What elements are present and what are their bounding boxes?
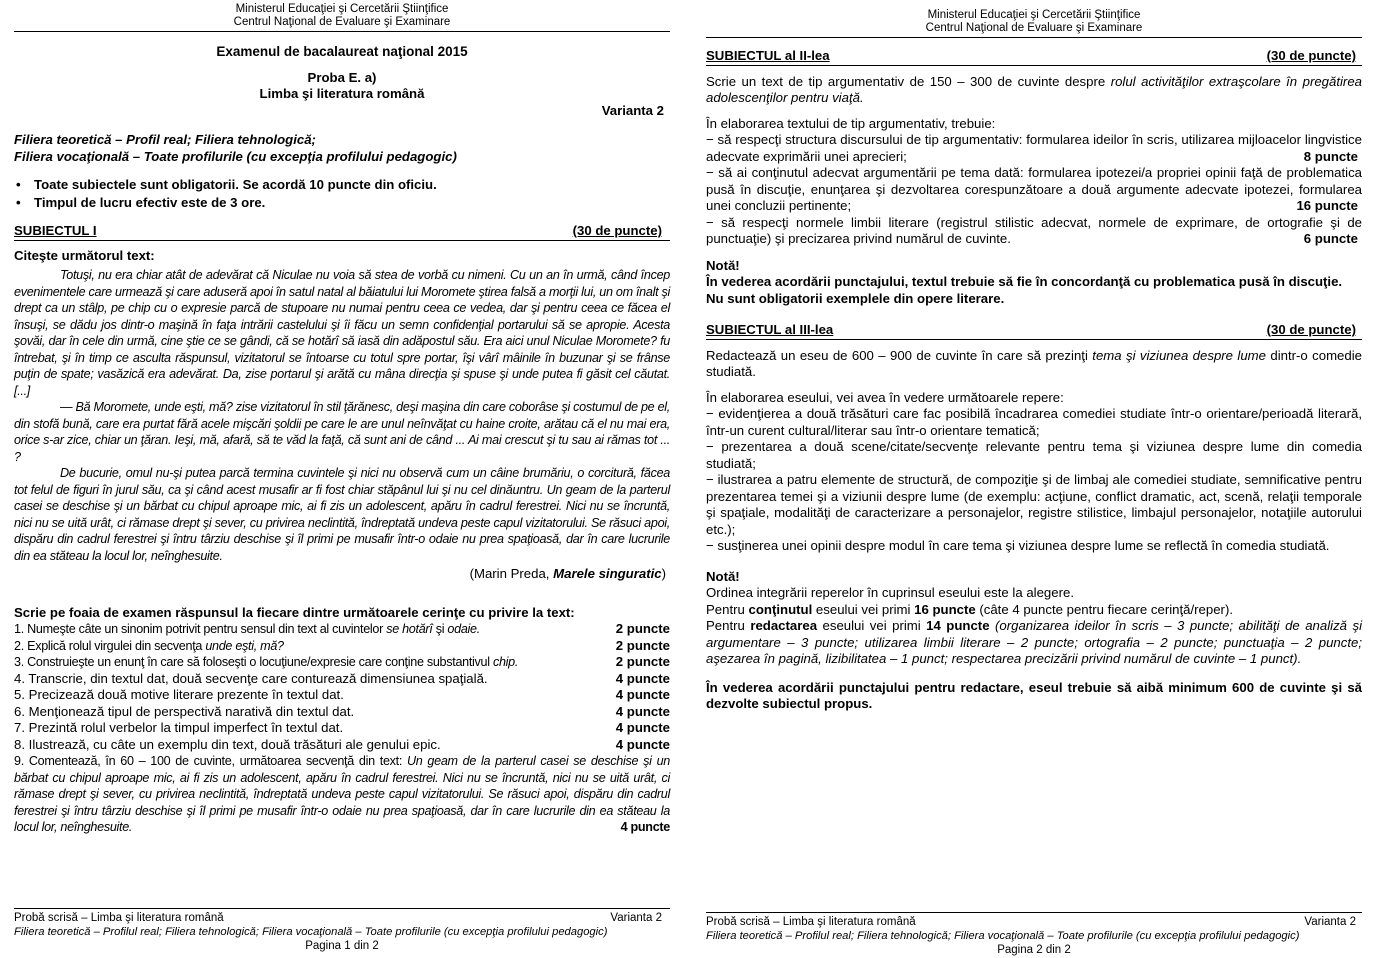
requirement-text [14,687,604,704]
requirement-9-quote: Un geam de la parterul casei se deschise şi un bărbat cu chipul aproape mic, ai fi zis un adolescent, apăru în cadrul ferestrei. Nici nu se încruntă, nici nu se uită urât, ci rămase drept şi sever, cu privirea neclintită, îndreptată undeva peste capul vizitatorului. Se răsuci apoi, dispăru din cadrul ferestrei şi întru târziu deschise şi îl primi pe musafir într-o odaie nu prea spaţioasă, dar în care lucrurile din ea stăteau la locul lor, neînghesuite. [14,754,670,834]
center-name: Centrul Naţional de Evaluare şi Examinare [233,16,451,28]
text: 14 puncte [926,618,990,633]
requirement-9-points: 4 puncte [620,820,670,834]
read-instruction: Citeşte următorul text: [14,247,155,263]
attribution-title: Marele singuratic [553,566,662,581]
requirement-text [14,654,604,671]
requirement-text-part: se hotărî [386,622,433,636]
requirements-list [14,621,670,753]
requirement-item [14,621,670,638]
requirement-text-part: 3. Construieşte un enunţ în care să foloseşti o locuţiune/expresie care conţine substantivul [14,655,493,669]
footer-filiera: Filiera teoretică – Profilul real; Filiera tehnologică; Filiera vocaţională – Toate profilurile (cu excepţia profilului pedagogic) [706,930,1300,942]
footer-exam-name: Probă scrisă – Limba şi literatura română [706,916,916,928]
requirement-text-part: chip. [492,655,519,669]
requirement-item [14,671,670,688]
requirement-text [14,671,604,688]
footer-variant: Varianta 2 [1304,916,1356,928]
criterion-points: 6 puncte [1303,231,1358,246]
criterion-item: − evidenţierea a două trăsături care fac posibilă încadrarea comediei studiate într-o orientare/perioadă literară, într-un curent cultural/literar sau într-o orientare tematică; [706,406,1362,438]
requirement-text-part: 6. Menţionează tipul de perspectivă narativă din textul dat. [14,703,355,719]
footer-row [706,915,1362,929]
requirement-text-part: 8. Ilustrează, cu câte un exemplu din text, două trăsături ale genului epic. [14,736,441,752]
subiect-3-heading [706,322,1362,340]
subiect-2-note-1: În vederea acordării punctajului, textul trebuie să fie în concordanţă cu problematica pusă în discuţie. [706,274,1343,289]
subiect-2-points: (30 de puncte) [1266,48,1356,63]
subiect-1-points: (30 de puncte) [572,223,662,238]
requirement-text-part: 5. Precizează două motive literare prezente în textul dat. [14,687,344,702]
footer-filiera: Filiera teoretică – Profilul real; Filiera tehnologică; Filiera vocaţională – Toate profilurile (cu excepţia profilului pedagogic) [14,926,608,938]
criterion-item: − ilustrarea a patru elemente de structură, de compoziţie şi de limbaj ale comediei studiate, semnificative pentru prezentarea temei şi a viziunii despre lume (de exemplu: acţiune, conflict dramatic, act, scenă, relaţii temporale şi spaţiale, modalităţi de caracterizare a personajelor, registre stilistice, limbajul personajelor, notaţiile autorului etc.); [706,472,1362,537]
requirement-9-prompt: 9. Comentează, în 60 – 100 de cuvinte, următoarea secvenţă din text: [14,754,407,768]
criterion-points: 16 puncte [1296,198,1358,213]
text: redactarea [750,618,818,633]
exam-page-2 [706,0,1362,958]
footer-page-number: Pagina 1 din 2 [305,940,379,952]
footer-variant: Varianta 2 [610,912,662,924]
requirement-item [14,720,670,737]
page-1-footer [14,908,670,953]
ministry-name: Ministerul Educaţiei şi Cercetării Ştiinţifice [235,3,449,15]
criterion-points: 8 puncte [1303,148,1358,164]
requirement-text [14,704,604,721]
requirement-points: 4 puncte [615,703,670,719]
header-divider [706,37,1362,38]
criterion-text: − să ai conţinutul adecvat argumentării pe tema dată: formularea ipotezei/a propriei opinii faţă de problematica pusă în discuţie, enunţarea şi dezvoltarea corespunzătoare a două argumente adecvate ipotezei, formularea unei concluzii pertinente; [706,165,1362,213]
requirement-text-part: 2. Explică rolul virgulei din secvenţa [14,638,206,653]
footer-page-number: Pagina 2 din 2 [997,944,1071,956]
requirement-9 [14,753,670,836]
subiect-3-prompt-text: Redactează un eseu de 600 – 900 de cuvinte în care să prezinţi [706,347,1093,363]
subiect-3-elaboration: În elaborarea eseului, vei avea în vedere următoarele repere: [706,389,1064,405]
subject-label: Limba şi literatura română [259,86,425,101]
subiect-3-final-note: În vederea acordării punctajului pentru redactare, eseul trebuie să aibă minimum 600 de cuvinte şi să dezvolte subiectul propus. [706,679,1362,711]
requirement-text-part: şi [432,622,448,636]
center-name: Centrul Naţional de Evaluare şi Examinare [925,22,1143,34]
requirement-points: 2 puncte [615,637,670,653]
passage-paragraph: Totuşi, nu era chiar atât de adevărat că Niculae nu voia să stea de vorbă cu nimeni. Cu un an în urmă, când încep evenimentele care urmează şi care aduseră apoi în satul natal al băiatului lui Moromete ştirea falsă a morţii lui, un om înalt şi drept ca un stâlp, pe chip cu o expresie parcă de stupoare nu numai pentru ceea ce vedea, dar şi pentru ceea ce făcea el însuşi, se dădu jos dintr-o maşină în faţa intrării castelului şi îi făcu un semn confidenţial portarului să se apropie. Acesta şovăi, dar în cele din urmă, cine ştie ce se gândi, că se hotărî să iasă din adăpostul său. Era aici unul Niculae Moromete? fu întrebat, şi în timp ce asculta răspunsul, vizitatorul se întoarse cu totul spre portar, îşi vârî mâinile în buzunar şi se frânse puţin de spate; vasăzică era adevărat. Da, zise portarul şi arătă cu mâna direcţia şi spuse şi unde putea fi găsit cel căutat. [...] [14,268,670,398]
exam-title: Examenul de bacalaureat naţional 2015 [216,44,468,59]
subiect-3-prompt-end: dintr-o comedie studiată. [706,347,1362,379]
proba-label: Proba E. a) [307,69,377,85]
exam-page-1 [14,0,670,958]
ministry-header [706,9,1362,35]
requirement-points: 4 puncte [615,736,670,752]
requirement-points: 2 puncte [615,621,670,636]
variant-label: Varianta 2 [601,102,664,118]
subiect-2-title: SUBIECTUL al II-lea [706,48,830,63]
subiect-1-heading [14,223,670,241]
subiect-3-note-title: Notă! [706,568,740,584]
criterion-item [706,215,1362,248]
text: Pentru [706,618,751,633]
instruction-item: • Timpul de lucru efectiv este de 3 ore. [14,194,670,212]
passage-attribution [14,566,670,583]
subiect-2-criteria [706,132,1362,248]
requirement-points: 4 puncte [615,687,670,702]
subiect-3-points: (30 de puncte) [1266,322,1356,337]
requirement-text [14,720,604,737]
text: (organizarea ideilor în scris – 3 puncte; abilităţi de analiză şi argumentare – 3 puncte; utilizarea limbii literare – 2 puncte; ortografia – 2 puncte; punctuaţia – 2 puncte; aşezarea în pagină, lizibilitatea – 1 punct; respectarea precizării privind numărul de cuvinte – 1 punct). [706,618,1362,666]
requirement-text [14,737,604,754]
subiect-3-criteria [706,406,1362,555]
text: Pentru [706,601,749,617]
criterion-item: − susţinerea unei opinii despre modul în care tema şi viziunea despre lume se reflectă în comedia studiată. [706,538,1330,553]
requirement-item [14,687,670,704]
subiect-2-note-title: Notă! [706,257,740,273]
general-instructions [14,176,670,212]
requirement-text [14,621,604,638]
subiect-3-topic: tema şi viziunea despre lume [1092,347,1266,363]
footer-row [14,911,670,925]
requirement-points: 4 puncte [615,670,670,686]
text: eseului vei primi [812,601,915,617]
subiect-2-elaboration: În elaborarea textului de tip argumentativ, trebuie: [706,115,996,131]
header-divider [14,31,670,32]
requirement-text [14,638,604,655]
attribution-close: ) [661,566,666,581]
requirement-item [14,654,670,671]
ministry-name: Ministerul Educaţiei şi Cercetării Ştiinţifice [927,9,1141,21]
requirement-text-part: odaie. [447,622,480,636]
ministry-header [14,3,670,29]
requirement-text-part: 7. Prezintă rolul verbelor la timpul imperfect în textul dat. [14,720,344,735]
text: 16 puncte [914,601,976,617]
subiect-3-prompt [706,348,1362,381]
subiect-3-redaction-score [706,618,1362,668]
requirement-text-part: 1. Numeşte câte un sinonim potrivit pentru sensul din text al cuvintelor [14,622,387,636]
passage-paragraph: — Bă Moromete, unde eşti, mă? zise vizitatorul în stil ţărănesc, deşi maşina din care coborâse şi costumul de pe el, din stofă bună, care era purtat fără acele mişcări şoldii pe care le are unul neînvăţat cu haine croite, arătau că el nu mai era, orice s-ar zice, chiar un ţăran. Ieşi, mă, afară, să te văd la faţă, că sunt ani de când ... Ai mai crescut şi tu sau ai rămas tot ... ? [14,400,670,464]
attribution-author: (Marin Preda, [469,566,554,581]
filiera-line-1: Filiera teoretică – Profil real; Filiera tehnologică; [14,132,316,147]
criterion-text: − să respecţi normele limbii literare (registrul stilistic adecvat, normele de exprimare, de ortografie şi de punctuaţie) şi precizarea privind numărul de cuvinte. [706,214,1362,246]
subiect-2-note-2: Nu sunt obligatorii exemplele din opere literare. [706,290,1005,306]
criterion-item: − prezentarea a două scene/citate/secvenţe relevante pentru tema şi viziunea despre lume din comedia studiată; [706,439,1362,471]
criterion-item [706,165,1362,215]
passage-paragraph: De bucurie, omul nu-şi putea parcă termina cuvintele şi nici nu observă cum un câine brumăriu, o corcitură, făcea tot felul de figuri în jurul său, ca şi când acest musafir ar fi fost chiar stăpânul lui şi nu cel dinăuntru. Un geam de la parterul casei se deschise şi un bărbat cu chipul aproape mic, ai fi zis un adolescent, apăru în cadrul ferestrei. Nici nu se încruntă, nici nu se uită urât, ci rămase drept şi sever, cu privirea neclintită, îndreptată undeva peste capul vizitatorului. Se răsuci apoi, dispăru din cadrul ferestrei şi întru târziu deschise şi îl primi pe musafir într-o odaie nu prea spaţioasă, dar în care lucrurile din ea stăteau la locul lor, neînghesuite. [14,466,670,563]
requirement-text-part: 4. Transcrie, din textul dat, două secvenţe care conturează dimensiunea spaţială. [14,670,488,686]
criterion-text: − să respecţi structura discursului de tip argumentativ: formularea ideilor în scris, utilizarea mijloacelor lingvistice adecvate exprimării unei aprecieri; [706,132,1362,164]
requirement-item [14,737,670,754]
instruction-item: • Toate subiectele sunt obligatorii. Se acordă 10 puncte din oficiu. [14,176,670,194]
requirement-points: 4 puncte [615,720,670,735]
subiect-2-heading [706,48,1362,66]
requirement-item [14,704,670,721]
criterion-item [706,132,1362,165]
footer-exam-name: Probă scrisă – Limba şi literatura română [14,912,224,924]
literary-passage [14,267,670,564]
subiect-2-prompt [706,74,1362,107]
text: eseului vei primi [817,618,927,633]
subiect-2-topic: rolul activităţilor extraşcolare în pregătirea adolescenţilor pentru viaţă. [706,73,1362,105]
subiect-2-prompt-text: Scrie un text de tip argumentativ de 150 – 300 de cuvinte despre [706,73,1111,89]
subiect-1-title: SUBIECTUL I [14,223,97,238]
requirement-text-part: unde eşti, mă? [205,638,284,653]
subiect-3-title: SUBIECTUL al III-lea [706,322,834,337]
filiera-line-2: Filiera vocaţională – Toate profilurile (cu excepţia profilului pedagogic) [14,148,457,164]
subiect-3-note-order: Ordinea integrării reperelor în cuprinsul eseului este la alegere. [706,585,1074,600]
text: conţinutul [748,601,813,617]
page-2-footer [706,912,1362,957]
requirement-points: 2 puncte [615,654,670,669]
requirements-heading: Scrie pe foaia de examen răspunsul la fiecare dintre următoarele cerinţe cu privire la text: [14,604,575,620]
text: (câte 4 puncte pentru fiecare cerinţă/reper). [975,601,1233,617]
subiect-3-content-score [706,602,1362,619]
requirement-item [14,638,670,655]
